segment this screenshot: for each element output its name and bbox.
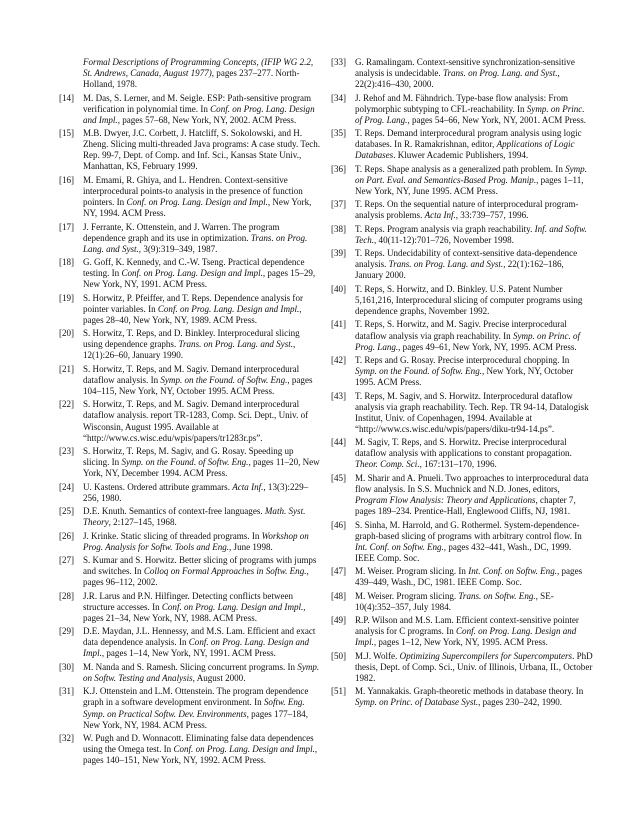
- reference-number: [49]: [331, 615, 347, 626]
- reference-body: [83, 555, 316, 587]
- reference-venue: Symp. on Princ. of Database Syst.: [355, 697, 479, 708]
- reference-body: [355, 591, 554, 612]
- reference-venue: Trans. on Prog. Lang. and Syst.: [388, 259, 504, 270]
- reference-body: [355, 686, 583, 707]
- reference-venue: Workshop on Prog. Analysis for Softw. Tools and Eng.: [83, 530, 309, 552]
- reference-text: , chapter 7, pages 189–234. Prentice-Hall, Englewood Cliffs, NJ, 1981.: [355, 495, 576, 517]
- reference-entry: [59, 446, 321, 479]
- reference-text: S. Horwitz, T. Reps, M. Sagiv, and G. Rosay. Speeding up slicing. In: [83, 446, 294, 468]
- reference-number: [45]: [331, 472, 347, 483]
- reference-venue: Acta Inf.: [424, 210, 456, 221]
- reference-number: [18]: [59, 257, 75, 268]
- reference-text: D.E. Knuth. Semantics of context-free languages.: [83, 506, 265, 517]
- reference-text: G. Goff, K. Kennedy, and C.-W. Tseng. Practical dependence testing. In: [83, 257, 305, 279]
- reference-list-right: [331, 57, 593, 709]
- reference-number: [51]: [331, 686, 347, 697]
- reference-number: [36]: [331, 163, 347, 174]
- reference-body: [83, 175, 311, 218]
- reference-number: [37]: [331, 199, 347, 210]
- reference-text: M. Nanda and S. Ramesh. Slicing concurrent programs. In: [83, 661, 298, 672]
- reference-body: [83, 328, 300, 360]
- reference-body: [355, 615, 579, 647]
- reference-entry: [59, 175, 321, 219]
- reference-entry: [59, 686, 321, 730]
- reference-entry: [59, 364, 321, 397]
- reference-number: [38]: [331, 223, 347, 234]
- reference-text: , 2:127–145, 1968.: [108, 517, 177, 528]
- reference-number: [42]: [331, 355, 347, 366]
- reference-entry: [331, 391, 593, 435]
- reference-venue: Conf. on Prog. Lang. Design and Impl.: [83, 103, 315, 125]
- reference-text: M.B. Dwyer, J.C. Corbett, J. Hatcliff, S. Sokolowski, and H. Zheng. Slicing multi-threaded Java programs: A case study. Tech. Rep. 99-7, Dept. of Comp. and Inf. Sci., Kansas State Univ., Manhattan, KS, February 1999.: [83, 128, 321, 172]
- reference-venue: Program Flow Analysis: Theory and Applications: [355, 495, 536, 506]
- reference-entry: [331, 355, 593, 388]
- reference-number: [47]: [331, 566, 347, 577]
- reference-text: M. Weiser. Program slicing.: [355, 590, 459, 601]
- reference-entry: [59, 257, 321, 290]
- reference-text: W. Pugh and D. Wonnacott. Eliminating false data dependences using the Omega test. In: [83, 732, 314, 755]
- reference-number: [17]: [59, 221, 75, 232]
- reference-text: M. Weiser. Program slicing. In: [355, 566, 469, 577]
- reference-text: T. Reps. On the sequential nature of interprocedural program-analysis problems.: [355, 199, 579, 221]
- reference-number: [46]: [331, 519, 347, 530]
- reference-venue: Trans. on Prog. Lang. and Syst.: [442, 68, 558, 79]
- reference-venue: Softw. Eng. Symp. on Practical Softw. Dev. Environments: [83, 697, 305, 719]
- reference-body: [83, 531, 309, 552]
- reference-body: [83, 399, 308, 442]
- reference-body: [355, 164, 587, 196]
- reference-number: [30]: [59, 661, 75, 672]
- reference-number: [35]: [331, 128, 347, 139]
- reference-text: T. Reps and G. Rosay. Precise interprocedural chopping. In: [355, 355, 570, 366]
- reference-entry: [59, 482, 321, 504]
- reference-venue: Symp. on Princ. of Prog. Lang.: [355, 103, 585, 125]
- reference-number: [34]: [331, 92, 347, 103]
- reference-text: S. Horwitz, T. Reps, and D. Binkley. Interprocedural slicing using dependence graphs.: [83, 328, 300, 350]
- reference-entry: [59, 626, 321, 659]
- reference-body: [355, 284, 582, 316]
- reference-body: [355, 355, 573, 387]
- reference-text: , June 1998.: [229, 541, 273, 552]
- reference-number: [32]: [59, 732, 75, 743]
- reference-text: , SE-10(4):352–357, July 1984.: [355, 590, 554, 612]
- reference-text: . PhD thesis, Dept. of Comp. Sci., Univ. of Illinois, Urbana, IL, October 1982.: [355, 650, 593, 683]
- reference-entry: [331, 248, 593, 281]
- reference-text: M. Das, S. Lerner, and M. Seigle. ESP: Path-sensitive program verification in polynomial time. In: [83, 92, 312, 114]
- reference-text: , pages 439–449, Wash., DC, 1981. IEEE Comp. Soc.: [355, 566, 583, 588]
- reference-body: [83, 591, 306, 623]
- reference-venue: Int. Conf. on Softw. Eng.: [468, 566, 557, 577]
- reference-number: [29]: [59, 626, 75, 637]
- reference-text: , 3(9):319–349, 1987.: [138, 243, 218, 254]
- reference-entry: [331, 199, 593, 221]
- reference-text: , pages 432–441, Wash., DC, 1999. IEEE Comp. Soc.: [355, 541, 572, 563]
- reference-body: [355, 128, 582, 160]
- reference-number: [21]: [59, 363, 75, 374]
- reference-entry: [331, 615, 593, 648]
- reference-body: [355, 473, 588, 516]
- reference-body: [355, 437, 572, 469]
- reference-number: [22]: [59, 399, 75, 410]
- reference-venue: Conf. on Prog. Lang. Design and Impl.: [121, 268, 263, 279]
- reference-body: [83, 733, 317, 765]
- reference-body: [83, 446, 320, 478]
- reference-entry: [331, 128, 593, 161]
- reference-text: T. Reps, M. Sagiv, and S. Horwitz. Interprocedural dataflow analysis via graph reachability. Tech. Rep. TR 94-14, Datalogisk Institut, Univ. of Copenhagen, 1994. Available at “http://www.cs.wisc.edu/wpis/papers/diku-tr94-14.ps”.: [355, 390, 589, 434]
- reference-number: [48]: [331, 590, 347, 601]
- reference-venue: Trans. on Prog. Lang. and Syst.: [83, 232, 308, 254]
- reference-venue: Symp. on the Found. of Softw. Eng.: [355, 366, 482, 377]
- reference-text: S. Sinha, M. Harrold, and G. Rothermel. System-dependence-graph-based slicing of programs with arbitrary control flow. In: [355, 519, 582, 541]
- reference-number: [27]: [59, 555, 75, 566]
- reference-venue: Optimizing Supercompilers for Supercomputers: [399, 650, 573, 661]
- reference-text: , 22(1):162–186, January 2000.: [355, 259, 564, 281]
- reference-body: [83, 686, 308, 729]
- reference-text: T. Reps. Demand interprocedural program analysis using logic databases. In R. Ramakrishnan, editor,: [355, 128, 582, 150]
- reference-text: J. Ferrante, K. Ottenstein, and J. Warren. The program dependence graph and its use in optimization.: [83, 221, 280, 243]
- reference-venue: Conf. on Prog. Lang. Design and Impl.: [83, 637, 310, 659]
- reference-text: , pages 1–12, New York, NY, 1995. ACM Press.: [373, 637, 548, 648]
- reference-text: , pages 11–20, New York, NY, December 1994. ACM Press.: [83, 457, 320, 479]
- reference-text: S. Kumar and S. Horwitz. Better slicing of programs with jumps and switches. In: [83, 555, 317, 577]
- reference-text: S. Horwitz, T. Reps, and M. Sagiv. Demand interprocedural dataflow analysis. report TR-1283, Comp. Sci. Dept., Univ. of Wisconsin, August 1995. Available at “http://www.cs.wisc.edu/wpis/papers/tr1283r.ps”.: [83, 399, 309, 443]
- reference-venue: Conf. on Prog. Lang. Design and Impl.: [173, 744, 315, 755]
- reference-text: T. Reps. Undecidability of context-sensitive data-dependence analysis.: [355, 248, 578, 270]
- reference-text: M.J. Wolfe.: [355, 650, 400, 661]
- reference-entry: [59, 293, 321, 326]
- reference-body: [83, 293, 303, 325]
- reference-text: , New York, NY, October 1995. ACM Press.: [355, 366, 574, 388]
- reference-entry: [59, 531, 321, 553]
- reference-number: [26]: [59, 530, 75, 541]
- reference-body: [355, 520, 582, 563]
- reference-venue: Symp. on Part. Eval. and Semantics-Based Prog. Manip.: [355, 163, 587, 185]
- reference-text: K.J. Ottenstein and L.M. Ottenstein. The program dependence graph in a software development environment. In: [83, 686, 309, 708]
- reference-text: J.R. Larus and P.N. Hilfinger. Detecting conflicts between structure accesses. In: [83, 590, 294, 612]
- reference-number: [31]: [59, 686, 75, 697]
- reference-entry: [59, 662, 321, 684]
- reference-entry: [59, 128, 321, 172]
- reference-body: [355, 248, 577, 280]
- reference-text: D.E. Maydan, J.L. Hennessy, and M.S. Lam. Efficient and exact data dependence analysis. In: [83, 626, 316, 648]
- references-column-left: [59, 57, 321, 769]
- reference-text: T. Reps, S. Horwitz, and D. Binkley. U.S. Patent Number 5,161,216, Interprocedural slicing of computer programs using dependence graphs, November 1992.: [355, 283, 583, 317]
- reference-body: [355, 391, 589, 434]
- reference-body: [355, 224, 587, 245]
- reference-body: [83, 662, 319, 683]
- reference-number: [14]: [59, 92, 75, 103]
- reference-venue: Conf. on Prog. Lang. Design and Impl.: [157, 303, 300, 314]
- reference-number: [43]: [331, 390, 347, 401]
- reference-entry: [331, 319, 593, 352]
- reference-venue: Inf. and Softw. Tech.: [355, 223, 587, 245]
- reference-number: [24]: [59, 481, 75, 492]
- reference-text: M. Emami, R. Ghiya, and L. Hendren. Context-sensitive interprocedural points-to analysis in the presence of function pointers. In: [83, 174, 303, 208]
- reference-text: , pages 57–68, New York, NY, 2002. ACM Press.: [117, 114, 297, 125]
- reference-venue: Symp. on Softw. Testing and Analysis: [83, 661, 320, 683]
- reference-text: , pages 237–277. North-Holland, 1978.: [83, 68, 300, 90]
- reference-text: M. Sharir and A. Pnueli. Two approaches to interprocedural data flow analysis. In S.S. Muchnick and N.D. Jones, editors,: [355, 472, 589, 494]
- reference-venue: Conf. on Prog. Lang. Design and Impl.: [355, 626, 577, 648]
- reference-entry: [59, 93, 321, 126]
- reference-venue: Conf. on Prog. Lang. Design and Impl.: [126, 197, 268, 208]
- reference-text: U. Kastens. Ordered attribute grammars.: [83, 481, 233, 492]
- reference-entry: [59, 506, 321, 528]
- reference-entry: [331, 651, 593, 684]
- reference-text: S. Horwitz, T. Reps, and M. Sagiv. Demand interprocedural dataflow analysis. In: [83, 363, 300, 385]
- reference-body: [355, 199, 578, 220]
- reference-text: T. Reps. Program analysis via graph reachability.: [355, 223, 535, 234]
- reference-number: [40]: [331, 283, 347, 294]
- reference-venue: Formal Descriptions of Programming Concepts, (IFIP WG 2.2, St. Andrews, Canada, August 1977): [83, 57, 314, 79]
- reference-text: , pages 96–112, 2002.: [83, 566, 309, 588]
- reference-text: , pages 21–34, New York, NY, 1988. ACM Press.: [83, 601, 306, 623]
- reference-text: J. Rehof and M. Fähndrich. Type-base flow analysis: From polymorphic subtyping to CFL-reachability. In: [355, 92, 569, 114]
- reference-entry: [331, 520, 593, 564]
- reference-body: [83, 626, 315, 658]
- reference-entry: [59, 591, 321, 624]
- reference-text: , 13(3):229–256, 1980.: [83, 481, 309, 503]
- reference-text: , 12(1):26–60, January 1990.: [83, 339, 296, 361]
- reference-number: [15]: [59, 128, 75, 139]
- reference-body: [83, 222, 307, 254]
- reference-text: , pages 1–11, New York, NY, June 1995. ACM Press.: [355, 174, 584, 196]
- reference-text: , August 2000.: [192, 672, 246, 683]
- reference-text: J. Krinke. Static slicing of threaded programs. In: [83, 530, 262, 541]
- reference-entry: [331, 284, 593, 317]
- reference-text: , pages 177–184, New York, NY, 1984. ACM Press.: [83, 708, 308, 730]
- reference-number: [16]: [59, 174, 75, 185]
- reference-text: , pages 140–151, New York, NY, 1992. ACM Press.: [83, 744, 318, 766]
- reference-venue: Trans. on Prog. Lang. and Syst.: [178, 339, 293, 350]
- reference-text: , pages 1–14, New York, NY, 1991. ACM Press.: [101, 648, 276, 659]
- references-column-right: [331, 57, 593, 711]
- reference-number: [50]: [331, 650, 347, 661]
- reference-entry: [331, 591, 593, 613]
- reference-venue: Acta Inf.: [232, 481, 264, 492]
- reference-body: [355, 93, 586, 125]
- reference-number: [39]: [331, 248, 347, 259]
- reference-venue: Applications of Logic Databases: [355, 139, 575, 161]
- reference-text: , pages 28–40, New York, NY, 1989. ACM Press.: [83, 303, 302, 325]
- reference-venue: Theor. Comp. Sci.: [355, 459, 420, 470]
- reference-continuation: [59, 57, 321, 90]
- reference-entry: [331, 566, 593, 588]
- reference-text: . Kluwer Academic Publishers, 1994.: [393, 150, 529, 161]
- reference-text: R.P. Wilson and M.S. Lam. Efficient context-sensitive pointer analysis for C programs. In: [355, 615, 579, 637]
- reference-entry: [331, 57, 593, 90]
- reference-text: , pages 49–61, New York, NY, 1995. ACM Press.: [398, 341, 577, 352]
- reference-entry: [59, 733, 321, 766]
- reference-entry: [331, 437, 593, 470]
- reference-number: [28]: [59, 590, 75, 601]
- reference-body: [83, 482, 308, 503]
- reference-text: , pages 54–66, New York, NY, 2001. ACM Press.: [407, 114, 586, 125]
- reference-text: T. Reps. Shape analysis as a generalized path problem. In: [355, 163, 566, 174]
- reference-list-left: [59, 93, 321, 767]
- reference-number: [25]: [59, 506, 75, 517]
- reference-number: [19]: [59, 292, 75, 303]
- reference-body: [83, 128, 320, 171]
- reference-number: [23]: [59, 446, 75, 457]
- reference-venue: Trans. on Softw. Eng.: [458, 590, 536, 601]
- reference-body: [83, 506, 305, 527]
- reference-number: [33]: [331, 57, 347, 67]
- reference-entry: [331, 164, 593, 197]
- reference-body: [355, 319, 580, 351]
- reference-entry: [59, 399, 321, 443]
- reference-entry: [331, 93, 593, 126]
- reference-text: S. Horwitz, P. Pfeiffer, and T. Reps. Dependence analysis for pointer variables. In: [83, 292, 303, 314]
- reference-entry: [331, 224, 593, 246]
- reference-body: [83, 364, 313, 396]
- reference-text: G. Ramalingam. Context-sensitive synchronization-sensitive analysis is undecidable.: [355, 57, 575, 79]
- reference-number: [44]: [331, 437, 347, 448]
- reference-venue: Colloq on Formal Approaches in Softw. Eng.: [143, 566, 307, 577]
- reference-body: [355, 651, 593, 683]
- reference-number: [20]: [59, 328, 75, 339]
- reference-body: [83, 93, 315, 125]
- reference-text: , New York, NY, 1994. ACM Press.: [83, 197, 312, 219]
- reference-text: M. Sagiv, T. Reps, and S. Horwitz. Precise interprocedural dataflow analysis with applications to constant propagation.: [355, 437, 572, 459]
- reference-venue: Math. Syst. Theory: [83, 506, 306, 528]
- reference-entry: [331, 686, 593, 708]
- reference-venue: Conf. on Prog. Lang. Design and Impl.: [161, 601, 304, 612]
- reference-text: M. Yannakakis. Graph-theoretic methods in database theory. In: [355, 686, 584, 697]
- reference-entry: [59, 328, 321, 361]
- reference-entry: [331, 473, 593, 517]
- reference-text: , 40(11-12):701–726, November 1998.: [374, 234, 514, 245]
- reference-text: , 33:739–757, 1996.: [455, 210, 529, 221]
- reference-body: [355, 566, 582, 587]
- reference-text: , pages 15–29, New York, NY, 1991. ACM Press.: [83, 268, 316, 290]
- reference-number: [41]: [331, 319, 347, 330]
- reference-body: [355, 57, 575, 89]
- reference-text: T. Reps, S. Horwitz, and M. Sagiv. Precise interprocedural dataflow analysis via graph reachability. In: [355, 319, 567, 341]
- reference-text: , 167:131–170, 1996.: [419, 459, 497, 470]
- reference-text: , pages 230–242, 1990.: [478, 697, 563, 708]
- reference-venue: Int. Conf. on Softw. Eng.: [355, 541, 444, 552]
- reference-venue: Symp. on Princ. of Prog. Lang.: [355, 330, 581, 352]
- reference-entry: [59, 222, 321, 255]
- reference-text: , 22(2):416–430, 2000.: [355, 68, 560, 90]
- reference-venue: Symp. on the Found. of Softw. Eng.: [121, 457, 249, 468]
- reference-text: , pages 104–115, New York, NY, October 1995. ACM Press.: [83, 374, 313, 396]
- reference-venue: Symp. on the Found. of Softw. Eng.: [160, 374, 288, 385]
- reference-entry: [59, 555, 321, 588]
- reference-body: [83, 257, 315, 289]
